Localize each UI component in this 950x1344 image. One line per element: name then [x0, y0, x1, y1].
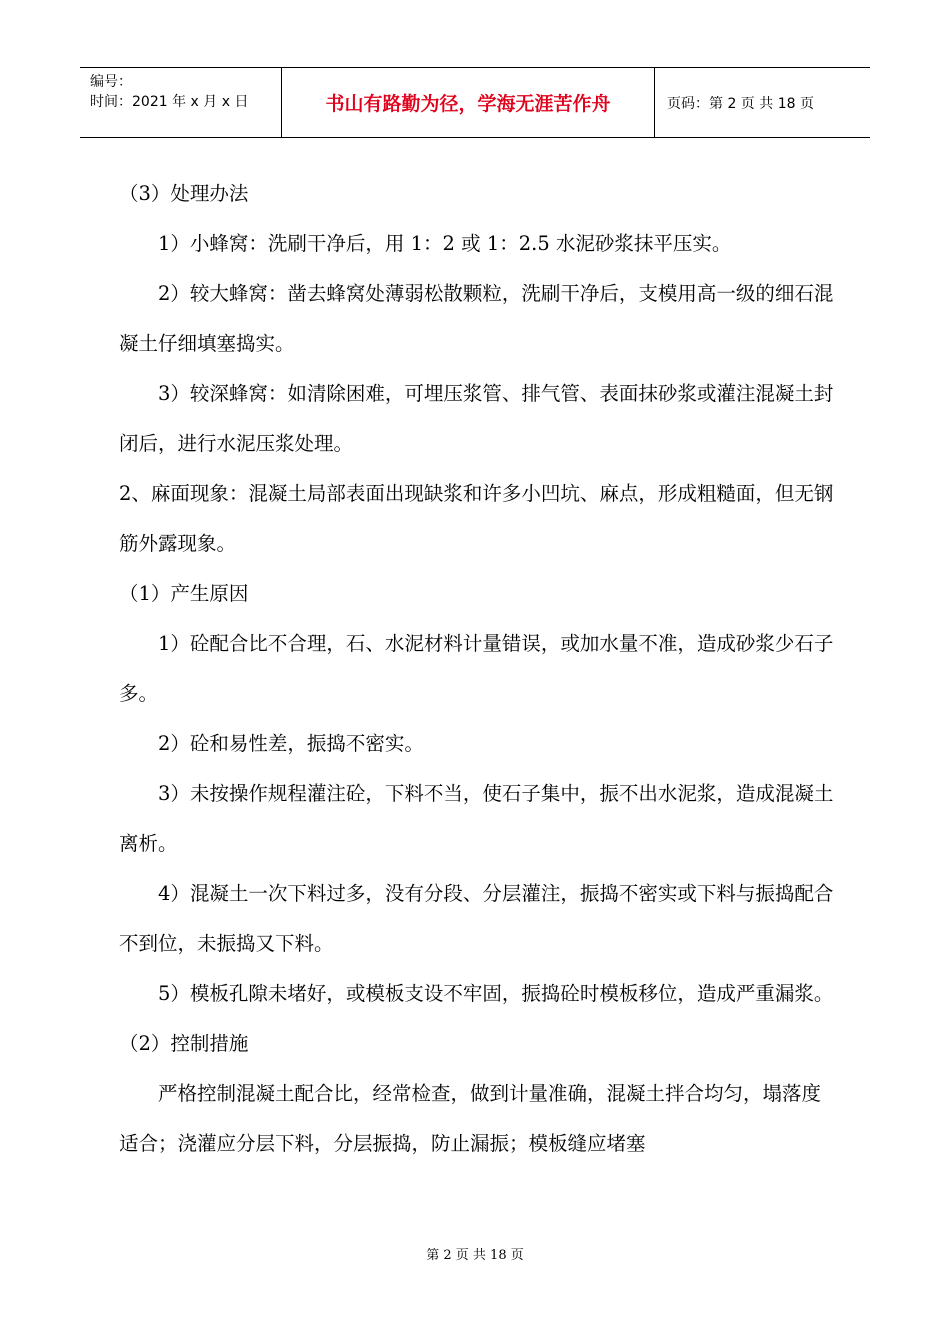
paragraph: 2、麻面现象：混凝土局部表面出现缺浆和许多小凹坑、麻点，形成粗糙面，但无钢筋外露现象。	[119, 482, 834, 555]
paragraph: 3）未按操作规程灌注砼，下料不当，使石子集中，振不出水泥浆，造成混凝土离析。	[119, 782, 834, 855]
page-footer: 第 2 页 共 18 页	[426, 1248, 524, 1263]
header-motto: 书山有路勤为径，学海无涯苦作舟	[282, 68, 655, 137]
document-body	[119, 169, 835, 1169]
section-heading: （3）处理办法	[119, 182, 249, 205]
header-meta	[80, 68, 282, 137]
page-header	[80, 67, 870, 138]
paragraph: 2）较大蜂窝：凿去蜂窝处薄弱松散颗粒，洗刷干净后，支模用高一级的细石混凝土仔细填塞捣实。	[119, 282, 834, 355]
paragraph: 2）砼和易性差，振捣不密实。	[119, 732, 424, 755]
paragraph: 3）较深蜂窝：如清除困难，可埋压浆管、排气管、表面抹砂浆或灌注混凝土封闭后，进行水泥压浆处理。	[119, 382, 834, 455]
paragraph: 5）模板孔隙未堵好，或模板支设不牢固，振捣砼时模板移位，造成严重漏浆。	[119, 982, 834, 1005]
header-page-label: 页码：第 2 页 共 18 页	[667, 95, 814, 112]
paragraph: 1）砼配合比不合理，石、水泥材料计量错误，或加水量不准，造成砂浆少石子多。	[119, 632, 834, 705]
number-label: 编号：	[90, 74, 132, 90]
paragraph: 4）混凝土一次下料过多，没有分段、分层灌注，振捣不密实或下料与振捣配合不到位，未振捣又下料。	[119, 882, 834, 955]
section-heading: （1）产生原因	[119, 582, 249, 605]
time-label: 时间：2021 年 x 月 x 日	[90, 94, 249, 110]
paragraph: 1）小蜂窝：洗刷干净后，用 1：2 或 1：2.5 水泥砂浆抹平压实。	[119, 232, 732, 255]
paragraph: 严格控制混凝土配合比，经常检查，做到计量准确，混凝土拌合均匀，塌落度适合；浇灌应分层下料，分层振捣，防止漏振；模板缝应堵塞	[119, 1082, 822, 1155]
section-heading: （2）控制措施	[119, 1032, 249, 1055]
